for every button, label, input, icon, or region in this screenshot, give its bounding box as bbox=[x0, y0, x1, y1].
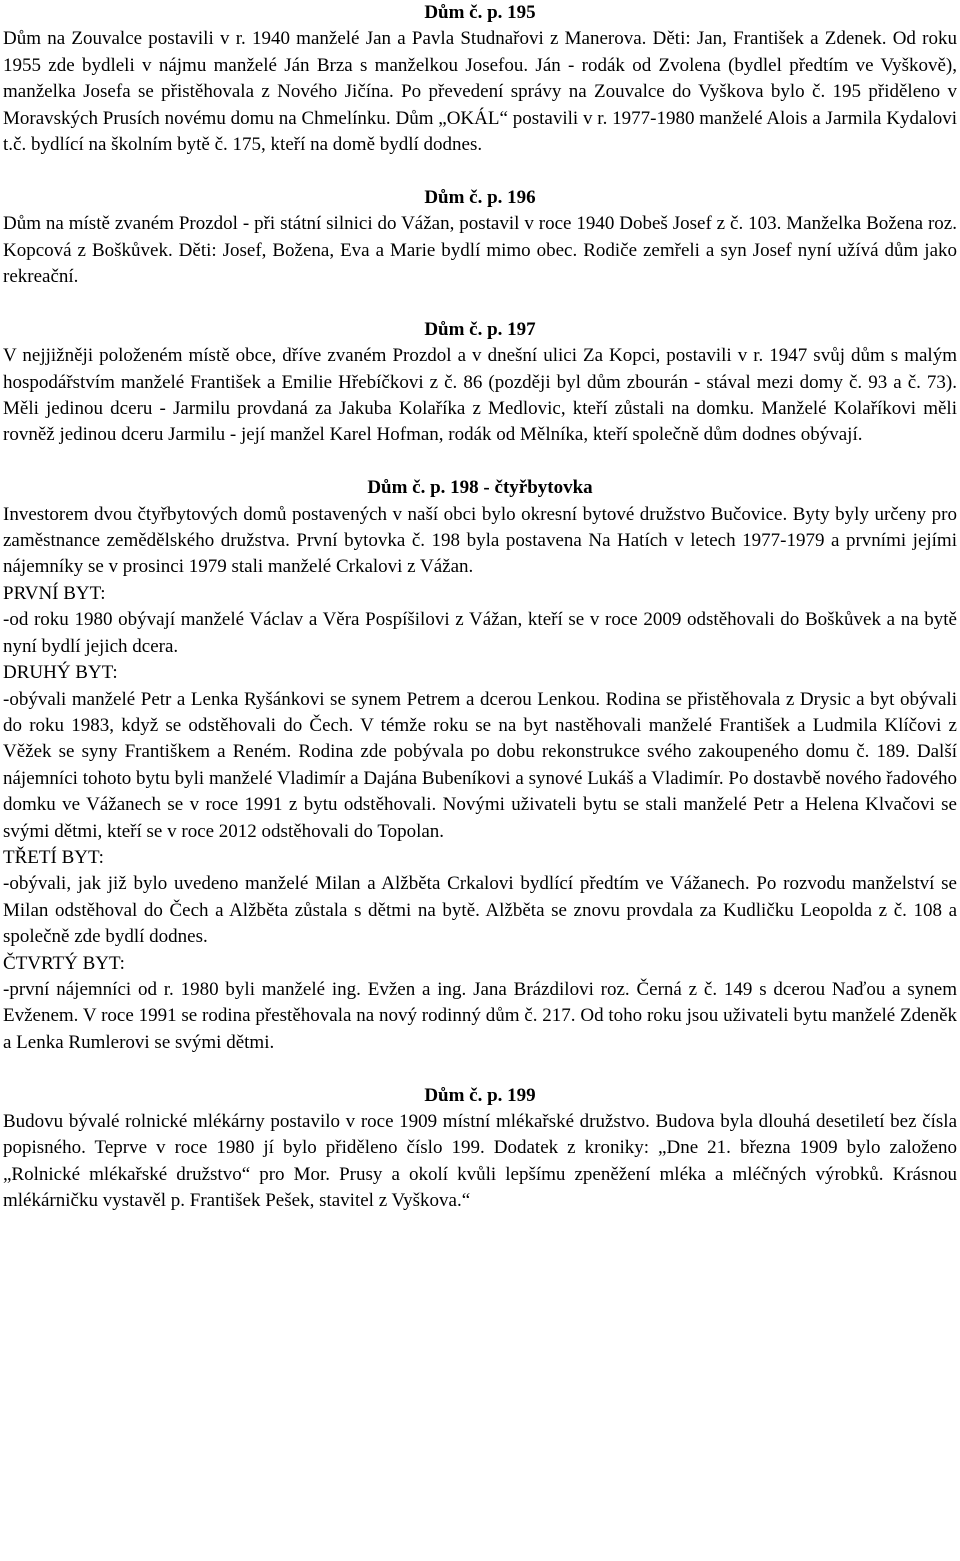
section-spacer bbox=[3, 290, 957, 316]
flat-text-second: -obývali manželé Petr a Lenka Ryšánkovi se synem Petrem a dcerou Lenkou. Rodina se přistěhovala z Drysic a byt obývali do roku 1983, když se odstěhovali do Čech. V témže roku se na byt nastěhovali manželé František a Ludmila Klíčovi z Věžek se syny Františkem a Reném. Rodina zde pobývala po dobu rekonstrukce svého zakoupeného domu č. 189. Další nájemníci tohoto bytu byli manželé Vladimír a Dajána Bubeníkovi a synové Lukáš a Vladimír. Po dostavbě nového řadového domku ve Vážanech se v roce 1991 z bytu odstěhovali. Novými uživateli bytu se stali manželé Petr a Helena Klvačovi se svými dětmi, kteří se v roce 2012 odstěhovali do Topolan. bbox=[3, 688, 957, 842]
section-intro: Investorem dvou čtyřbytových domů postavených v naší obci bylo okresní bytové družstvo Bučovice. Byty byly určeny pro zaměstnance zemědělského družstva. První bytovka č. 198 byla postavena Na Hatích v letech 1977-1979 a prvními jejími nájemníky se v prosinci 1979 stali manželé Crkalovi z Vážan. bbox=[3, 503, 957, 578]
section-heading: Dům č. p. 197 bbox=[424, 318, 536, 340]
section-heading: Dům č. p. 195 bbox=[424, 2, 536, 23]
section-paragraph: Dům na Zouvalce postavili v r. 1940 manželé Jan a Pavla Studnařovi z Manerova. Děti: Jan, František a Zdenek. Od roku 1955 zde bydleli v nájmu manželé Ján Brza s manželkou Josefou. Ján - rodák od Zvolena (bydlel předtím ve Vyškově), manželka Josefa se přistěhovala z Nového Jičína. Po převedení správy na Zouvalce do Vyškova bylo č. 195 přiděleno v Moravských Prusích novému domu na Chmelínku. Dům „OKÁL“ postavili v r. 1977-1980 manželé Alois a Jarmila Kydalovi t.č. bydlící na školním bytě č. 175, kteří na domě bydlí dodnes. bbox=[3, 28, 957, 156]
section-house-197 bbox=[3, 317, 957, 449]
section-heading: Dům č. p. 199 bbox=[424, 1084, 536, 1106]
section-house-198 bbox=[3, 475, 957, 1056]
section-house-195 bbox=[3, 0, 957, 158]
section-house-196 bbox=[3, 185, 957, 291]
section-paragraph: Budovu bývalé rolnické mlékárny postavilo v roce 1909 místní mlékařské družstvo. Budova byla dlouhá desetiletí bez čísla popisného. Teprve v roce 1980 jí bylo přiděleno číslo 199. Dodatek z kroniky: „Dne 21. března 1909 bylo založeno „Rolnické mlékařské družstvo“ pro Mor. Prusy a okolí kvůli lepšímu zpeněžení mléka a mléčných výrobků. Krásnou mlékárničku vystavěl p. František Pešek, stavitel z Vyškova.“ bbox=[3, 1111, 957, 1212]
section-heading: Dům č. p. 196 bbox=[424, 186, 536, 208]
flat-label-fourth: ČTVRTÝ BYT: bbox=[3, 952, 125, 974]
flat-text-first: -od roku 1980 obývají manželé Václav a Věra Pospíšilovi z Vážan, kteří se v roce 2009 odstěhovali do Boškůvek a na bytě nyní bydlí jejich dcera. bbox=[3, 609, 957, 657]
section-heading: Dům č. p. 198 - čtyřbytovka bbox=[367, 477, 593, 499]
section-spacer bbox=[3, 449, 957, 475]
section-paragraph: V nejjižněji položeném místě obce, dříve zvaném Prozdol a v dnešní ulici Za Kopci, postavili v r. 1947 svůj dům s malým hospodářstvím manželé František a Emilie Hřebíčkovi z č. 86 (později byl dům zbourán - stával mezi domy č. 93 a č. 73). Měli jedinou dceru - Jarmilu provdaná za Jakuba Kolaříka z Medlovic, kteří zůstali na domku. Manželé Kolaříkovi měli rovněž jedinou dceru Jarmilu - její manžel Karel Hofman, rodák od Mělníka, kteří společně dům dodnes obývají. bbox=[3, 345, 957, 446]
flat-text-third: -obývali, jak již bylo uvedeno manželé Milan a Alžběta Crkalovi bydlící předtím ve Vážanech. Po rozvodu manželství se Milan odstěhoval do Čech a Alžběta zůstala s dětmi na bytě. Alžběta se znovu provdala za Kudličku Leopolda z č. 108 a společně zde bydlí dodnes. bbox=[3, 873, 957, 948]
flat-label-second: DRUHÝ BYT: bbox=[3, 662, 118, 684]
flat-label-third: TŘETÍ BYT: bbox=[3, 846, 104, 868]
section-paragraph: Dům na místě zvaném Prozdol - při státní silnici do Vážan, postavil v roce 1940 Dobeš Josef z č. 103. Manželka Božena roz. Kopcová z Boškůvek. Děti: Josef, Božena, Eva a Marie bydlí mimo obec. Rodiče zemřeli a syn Josef nyní užívá dům jako rekreační. bbox=[3, 213, 957, 288]
section-spacer bbox=[3, 1056, 957, 1082]
section-house-199 bbox=[3, 1083, 957, 1215]
flat-label-first: PRVNÍ BYT: bbox=[3, 582, 106, 604]
section-spacer bbox=[3, 158, 957, 184]
flat-text-fourth: -první nájemníci od r. 1980 byli manželé ing. Evžen a ing. Jana Brázdilovi roz. Černá z č. 149 s dcerou Naďou a synem Evženem. V roce 1991 se rodina přestěhovala na nový rodinný dům č. 217. Od toho roku jsou uživateli bytu manželé Zdeněk a Lenka Rumlerovi se svými dětmi. bbox=[3, 978, 957, 1053]
